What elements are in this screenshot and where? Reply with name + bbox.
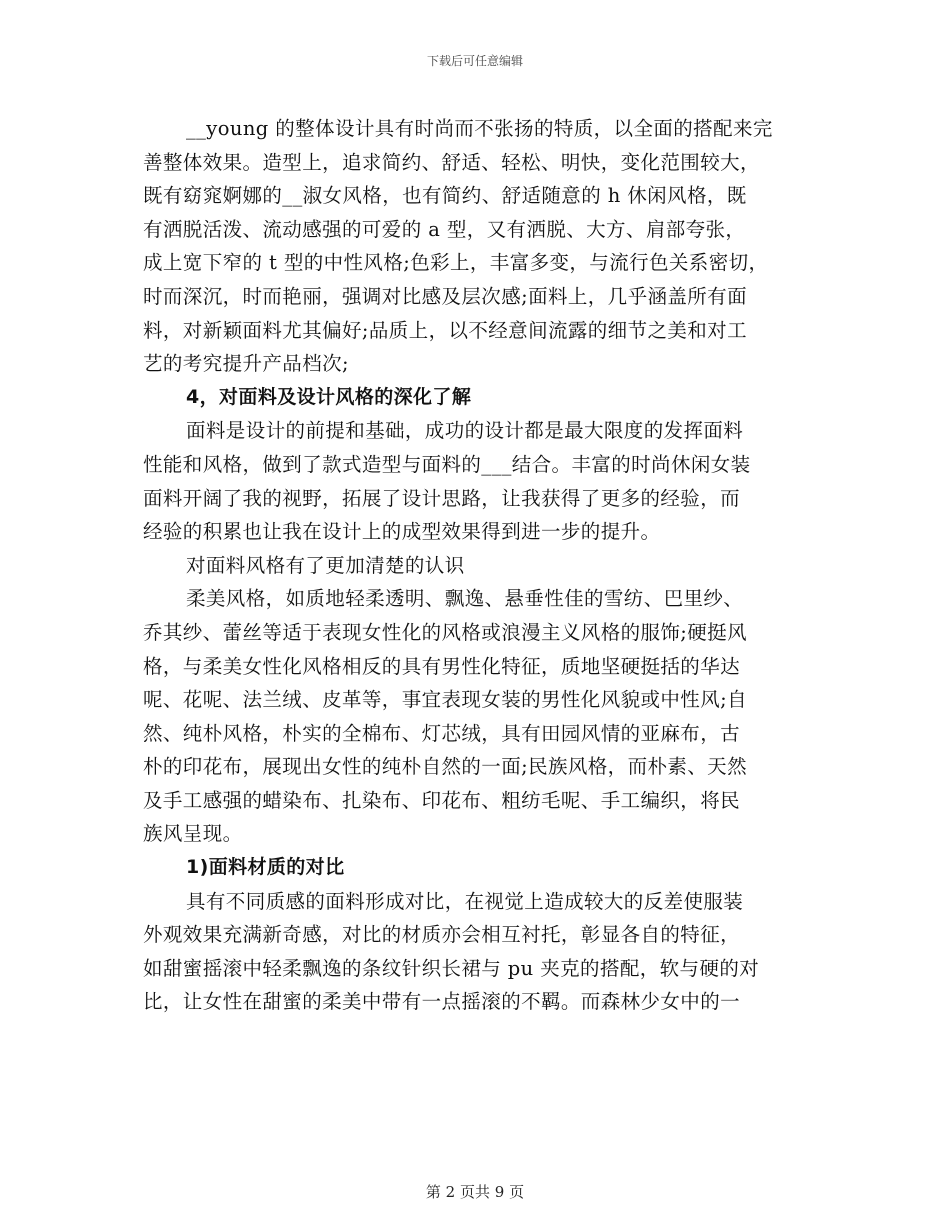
- body-text: [143, 112, 803, 1019]
- paragraph-line: 对面料风格有了更加清楚的认识: [186, 553, 465, 577]
- paragraph-line: 柔美风格，如质地轻柔透明、飘逸、悬垂性佳的雪纺、巴里纱、: [186, 587, 744, 611]
- paragraph-line: 有洒脱活泼、流动感强的可爱的 a 型，又有洒脱、大方、肩部夸张，: [143, 217, 746, 241]
- page-header: 下载后可任意编辑: [426, 54, 523, 68]
- section-heading: 4，对面料及设计风格的深化了解: [186, 385, 472, 408]
- paragraph-line: 经验的积累也让我在设计上的成型效果得到进一步的提升。: [143, 520, 661, 544]
- paragraph-line: 既有窈窕婀娜的__淑女风格，也有简约、舒适随意的 h 休闲风格，既: [143, 184, 747, 208]
- paragraph-line: 成上宽下窄的 t 型的中性风格;色彩上，丰富多变，与流行色关系密切，: [143, 251, 769, 275]
- paragraph-line: 朴的印花布，展现出女性的纯朴自然的一面;民族风格，而朴素、天然: [143, 755, 747, 779]
- paragraph-line: 性能和风格，做到了款式造型与面料的___结合。丰富的时尚休闲女装: [143, 452, 751, 476]
- paragraph-line: 比，让女性在甜蜜的柔美中带有一点摇滚的不羁。而森林少女中的一: [143, 990, 741, 1014]
- paragraph-line: 料，对新颖面料尤其偏好;品质上，以不经意间流露的细节之美和对工: [143, 318, 747, 342]
- paragraph-line: __young 的整体设计具有时尚而不张扬的特质，以全面的搭配来完: [186, 117, 773, 140]
- section-heading: 1)面料材质的对比: [186, 856, 345, 879]
- paragraph-line: 外观效果充满新奇感，对比的材质亦会相互衬托，彰显各自的特征，: [143, 923, 741, 947]
- paragraph-line: 善整体效果。造型上，追求简约、舒适、轻松、明快，变化范围较大，: [143, 150, 760, 174]
- paragraph-line: 族风呈现。: [143, 822, 243, 846]
- paragraph-line: 面料开阔了我的视野，拓展了设计思路，让我获得了更多的经验，而: [143, 486, 741, 510]
- paragraph-line: 面料是设计的前提和基础，成功的设计都是最大限度的发挥面料: [186, 419, 744, 443]
- paragraph-line: 格，与柔美女性化风格相反的具有男性化特征，质地坚硬挺括的华达: [143, 654, 741, 678]
- paragraph-line: 乔其纱、蕾丝等适于表现女性化的风格或浪漫主义风格的服饰;硬挺风: [143, 620, 747, 644]
- page-number-footer: 第 2 页共 9 页: [425, 1183, 525, 1201]
- paragraph-line: 呢、花呢、法兰绒、皮革等，事宜表现女装的男性化风貌或中性风;自: [143, 688, 747, 712]
- paragraph-line: 及手工感强的蜡染布、扎染布、印花布、粗纺毛呢、手工编织，将民: [143, 788, 741, 812]
- paragraph-line: 艺的考究提升产品档次;: [143, 352, 349, 376]
- paragraph-line: 具有不同质感的面料形成对比，在视觉上造成较大的反差使服装: [186, 889, 744, 913]
- paragraph-line: 然、纯朴风格，朴实的全棉布、灯芯绒，具有田园风情的亚麻布，古: [143, 721, 741, 745]
- paragraph-line: 时而深沉，时而艳丽，强调对比感及层次感;面料上，几乎涵盖所有面: [143, 284, 747, 308]
- paragraph-line: 如甜蜜摇滚中轻柔飘逸的条纹针织长裙与 pu 夹克的搭配，软与硬的对: [143, 956, 760, 980]
